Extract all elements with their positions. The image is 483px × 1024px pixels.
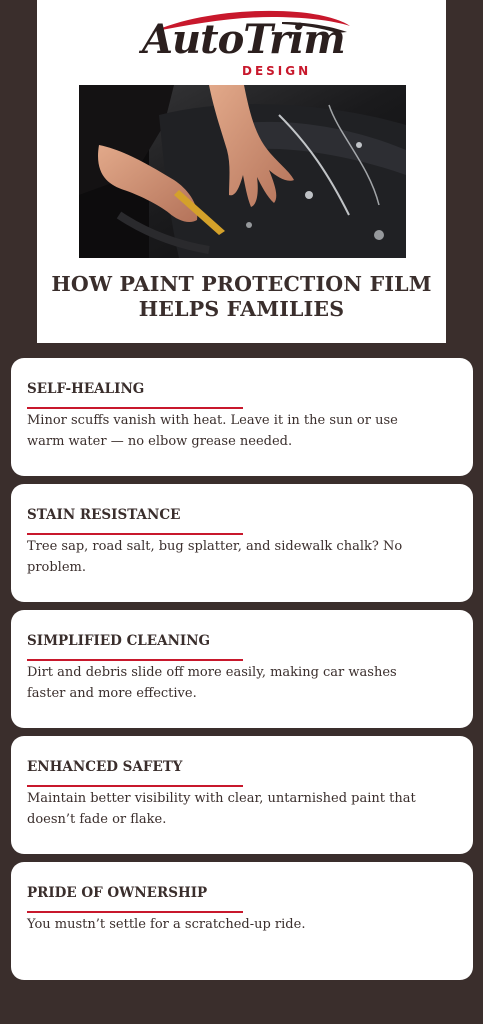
card-title: ENHANCED SAFETY xyxy=(27,759,183,775)
card-divider xyxy=(27,659,243,661)
benefit-card-pride-of-ownership xyxy=(11,862,473,980)
header-panel xyxy=(37,0,446,343)
benefit-card-enhanced-safety xyxy=(11,736,473,854)
benefit-card-stain-resistance xyxy=(11,484,473,602)
film-installation-image xyxy=(79,85,406,258)
card-title: SELF-HEALING xyxy=(27,381,145,397)
card-divider xyxy=(27,533,243,535)
hero-photo xyxy=(79,85,406,258)
brand-logo xyxy=(132,6,352,80)
card-text: You mustn’t settle for a scratched-up ride. xyxy=(27,917,306,932)
logo-subtitle: DESIGN xyxy=(242,64,312,78)
benefit-card-self-healing xyxy=(11,358,473,476)
card-title: SIMPLIFIED CLEANING xyxy=(27,633,211,649)
page-title: HOW PAINT PROTECTION FILM HELPS FAMILIES xyxy=(51,272,432,321)
card-text: Dirt and debris slide off more easily, making car washes faster and more effective. xyxy=(27,665,397,701)
card-divider xyxy=(27,407,243,409)
logo-wordmark: AutoTrim xyxy=(142,16,345,63)
card-text: Tree sap, road salt, bug splatter, and sidewalk chalk? No problem. xyxy=(27,539,403,575)
card-text: Minor scuffs vanish with heat. Leave it in the sun or use warm water — no elbow grease needed. xyxy=(27,413,398,449)
card-title: PRIDE OF OWNERSHIP xyxy=(27,885,208,901)
card-text: Maintain better visibility with clear, untarnished paint that doesn’t fade or flake. xyxy=(27,791,416,827)
card-divider xyxy=(27,911,243,913)
card-title: STAIN RESISTANCE xyxy=(27,507,181,523)
benefit-card-simplified-cleaning xyxy=(11,610,473,728)
card-divider xyxy=(27,785,243,787)
